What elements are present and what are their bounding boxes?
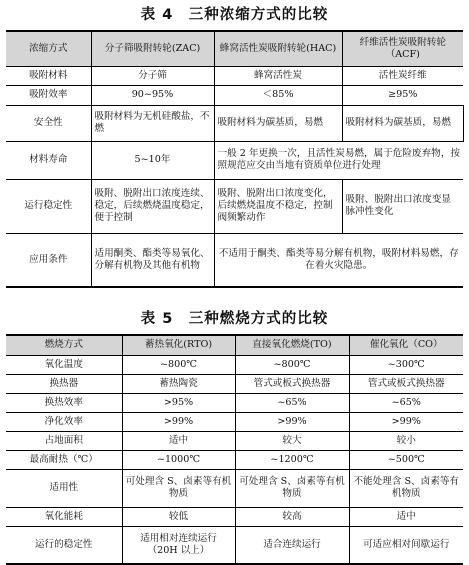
- row-label: 换热效率: [6, 393, 122, 412]
- table-cell: 分子筛: [91, 66, 214, 85]
- table-cell-merged: 不适用于酮类、酯类等易分解有机物，吸附材料易燃，存在着火灾隐患。: [214, 233, 463, 287]
- table-row: [6, 431, 463, 450]
- table4-caption: 表 4 三种浓缩方式的比较: [140, 7, 329, 23]
- table-cell: ~800℃: [235, 355, 349, 374]
- table-cell: >99%: [235, 412, 349, 431]
- table5-header-row: [6, 335, 463, 355]
- row-label: 运行稳定性: [6, 179, 91, 233]
- row-label: 安全性: [6, 105, 91, 141]
- table-cell: 较高: [235, 507, 349, 526]
- table-row: [6, 141, 463, 179]
- table-cell: 可处理含 S、卤素等有机物质: [235, 469, 349, 507]
- row-label: 占地面积: [6, 431, 122, 450]
- row-label: 最高耐热（℃）: [6, 450, 122, 469]
- table-cell: 不能处理含 S、卤素等有机物质: [349, 469, 463, 507]
- table-cell: 管式或板式换热器: [349, 374, 463, 393]
- table-cell: 活性炭纤维: [342, 66, 463, 85]
- table-cell-merged: 一般 2 年更换一次，且活性炭易燃，属于危险废弃物，按照规范应交由当地有资质单位进行处理: [214, 141, 463, 179]
- table-cell: ~500℃: [349, 450, 463, 469]
- table-cell: 蓄热陶瓷: [122, 374, 235, 393]
- table-row: [6, 412, 463, 431]
- table-row: [6, 179, 463, 233]
- table-cell: 较低: [122, 507, 235, 526]
- table-cell: 吸附材料为碳基质，易燃: [342, 105, 463, 141]
- table5-header-cell: 蓄热氧化(RTO): [122, 335, 235, 355]
- table5-combustion-comparison: [6, 334, 463, 565]
- table-cell: ~65%: [235, 393, 349, 412]
- table4-header-row: [6, 31, 463, 66]
- table-cell: 蜂窝活性炭: [214, 66, 342, 85]
- table-cell: 吸附、脱附出口浓度连续、稳定，后续燃烧温度稳定，便于控制: [91, 179, 214, 233]
- table-cell: ≥95%: [342, 85, 463, 105]
- table-row: [6, 469, 463, 507]
- table-row: [6, 105, 463, 141]
- table-cell: 吸附材料为无机硅酸盐，不燃: [91, 105, 214, 141]
- table-cell: 适用酮类、酯类等易氧化、分解有机物及其他有机物: [91, 233, 214, 287]
- table-cell: ~300℃: [349, 355, 463, 374]
- table-cell: 可处理含 S、卤素等有机物质: [122, 469, 235, 507]
- table-cell: 吸附、脱附出口浓度变显脉冲性变化: [342, 179, 463, 233]
- table-cell: 较小: [349, 431, 463, 450]
- table-row: [6, 85, 463, 105]
- table-cell: 较大: [235, 431, 349, 450]
- table4-header-cell: 浓缩方式: [6, 31, 91, 66]
- row-label: 适用性: [6, 469, 122, 507]
- row-label: 应用条件: [6, 233, 91, 287]
- row-label: 吸附材料: [6, 66, 91, 85]
- table-cell: ＜85%: [214, 85, 342, 105]
- table4-header-cell: 纤维活性炭吸附转轮（ACF): [342, 31, 463, 66]
- table-cell: 吸附材料为碳基质，易燃: [214, 105, 342, 141]
- table-cell: 90~95%: [91, 85, 214, 105]
- table-cell: ~1200℃: [235, 450, 349, 469]
- table-row: [6, 66, 463, 85]
- table4-header-cell: 分子筛吸附转轮(ZAC): [91, 31, 214, 66]
- table-cell: 5~10年: [91, 141, 214, 179]
- table-cell: 适中: [122, 431, 235, 450]
- table-row: [6, 393, 463, 412]
- row-label: 氧化能耗: [6, 507, 122, 526]
- table-cell: 吸附、脱附出口浓度变化，后续燃烧温度不稳定，控制阀频繁动作: [214, 179, 342, 233]
- table-cell: >99%: [349, 412, 463, 431]
- table-cell: >99%: [122, 412, 235, 431]
- table5-header-cell: 催化氧化（CO）: [349, 335, 463, 355]
- row-label: 氧化温度: [6, 355, 122, 374]
- table-row: [6, 450, 463, 469]
- table-cell: >95%: [122, 393, 235, 412]
- table4-header-cell: 蜂窝活性炭吸附转轮(HAC): [214, 31, 342, 66]
- table-cell: 适用相对连续运行（20H 以上）: [122, 526, 235, 564]
- table-cell: 适中: [349, 507, 463, 526]
- table-cell: 适合连续运行: [235, 526, 349, 564]
- row-label: 运行的稳定性: [6, 526, 122, 564]
- table-row: [6, 526, 463, 564]
- row-label: 净化效率: [6, 412, 122, 431]
- table-cell: ~1000℃: [122, 450, 235, 469]
- table-row: [6, 233, 463, 287]
- row-label: 材料寿命: [6, 141, 91, 179]
- table-row: [6, 507, 463, 526]
- table-cell: ~65%: [349, 393, 463, 412]
- row-label: 换热器: [6, 374, 122, 393]
- table-cell: ~800℃: [122, 355, 235, 374]
- table-cell: 可适应相对间歇运行: [349, 526, 463, 564]
- table5-header-cell: 直接氧化燃烧(TO): [235, 335, 349, 355]
- row-label: 吸附效率: [6, 85, 91, 105]
- table5-caption: 表 5 三种燃烧方式的比较: [140, 311, 329, 327]
- table4-concentration-comparison: [6, 30, 464, 288]
- table-cell: 管式或板式换热器: [235, 374, 349, 393]
- table-row: [6, 374, 463, 393]
- table-row: [6, 355, 463, 374]
- table5-header-cell: 燃烧方式: [6, 335, 122, 355]
